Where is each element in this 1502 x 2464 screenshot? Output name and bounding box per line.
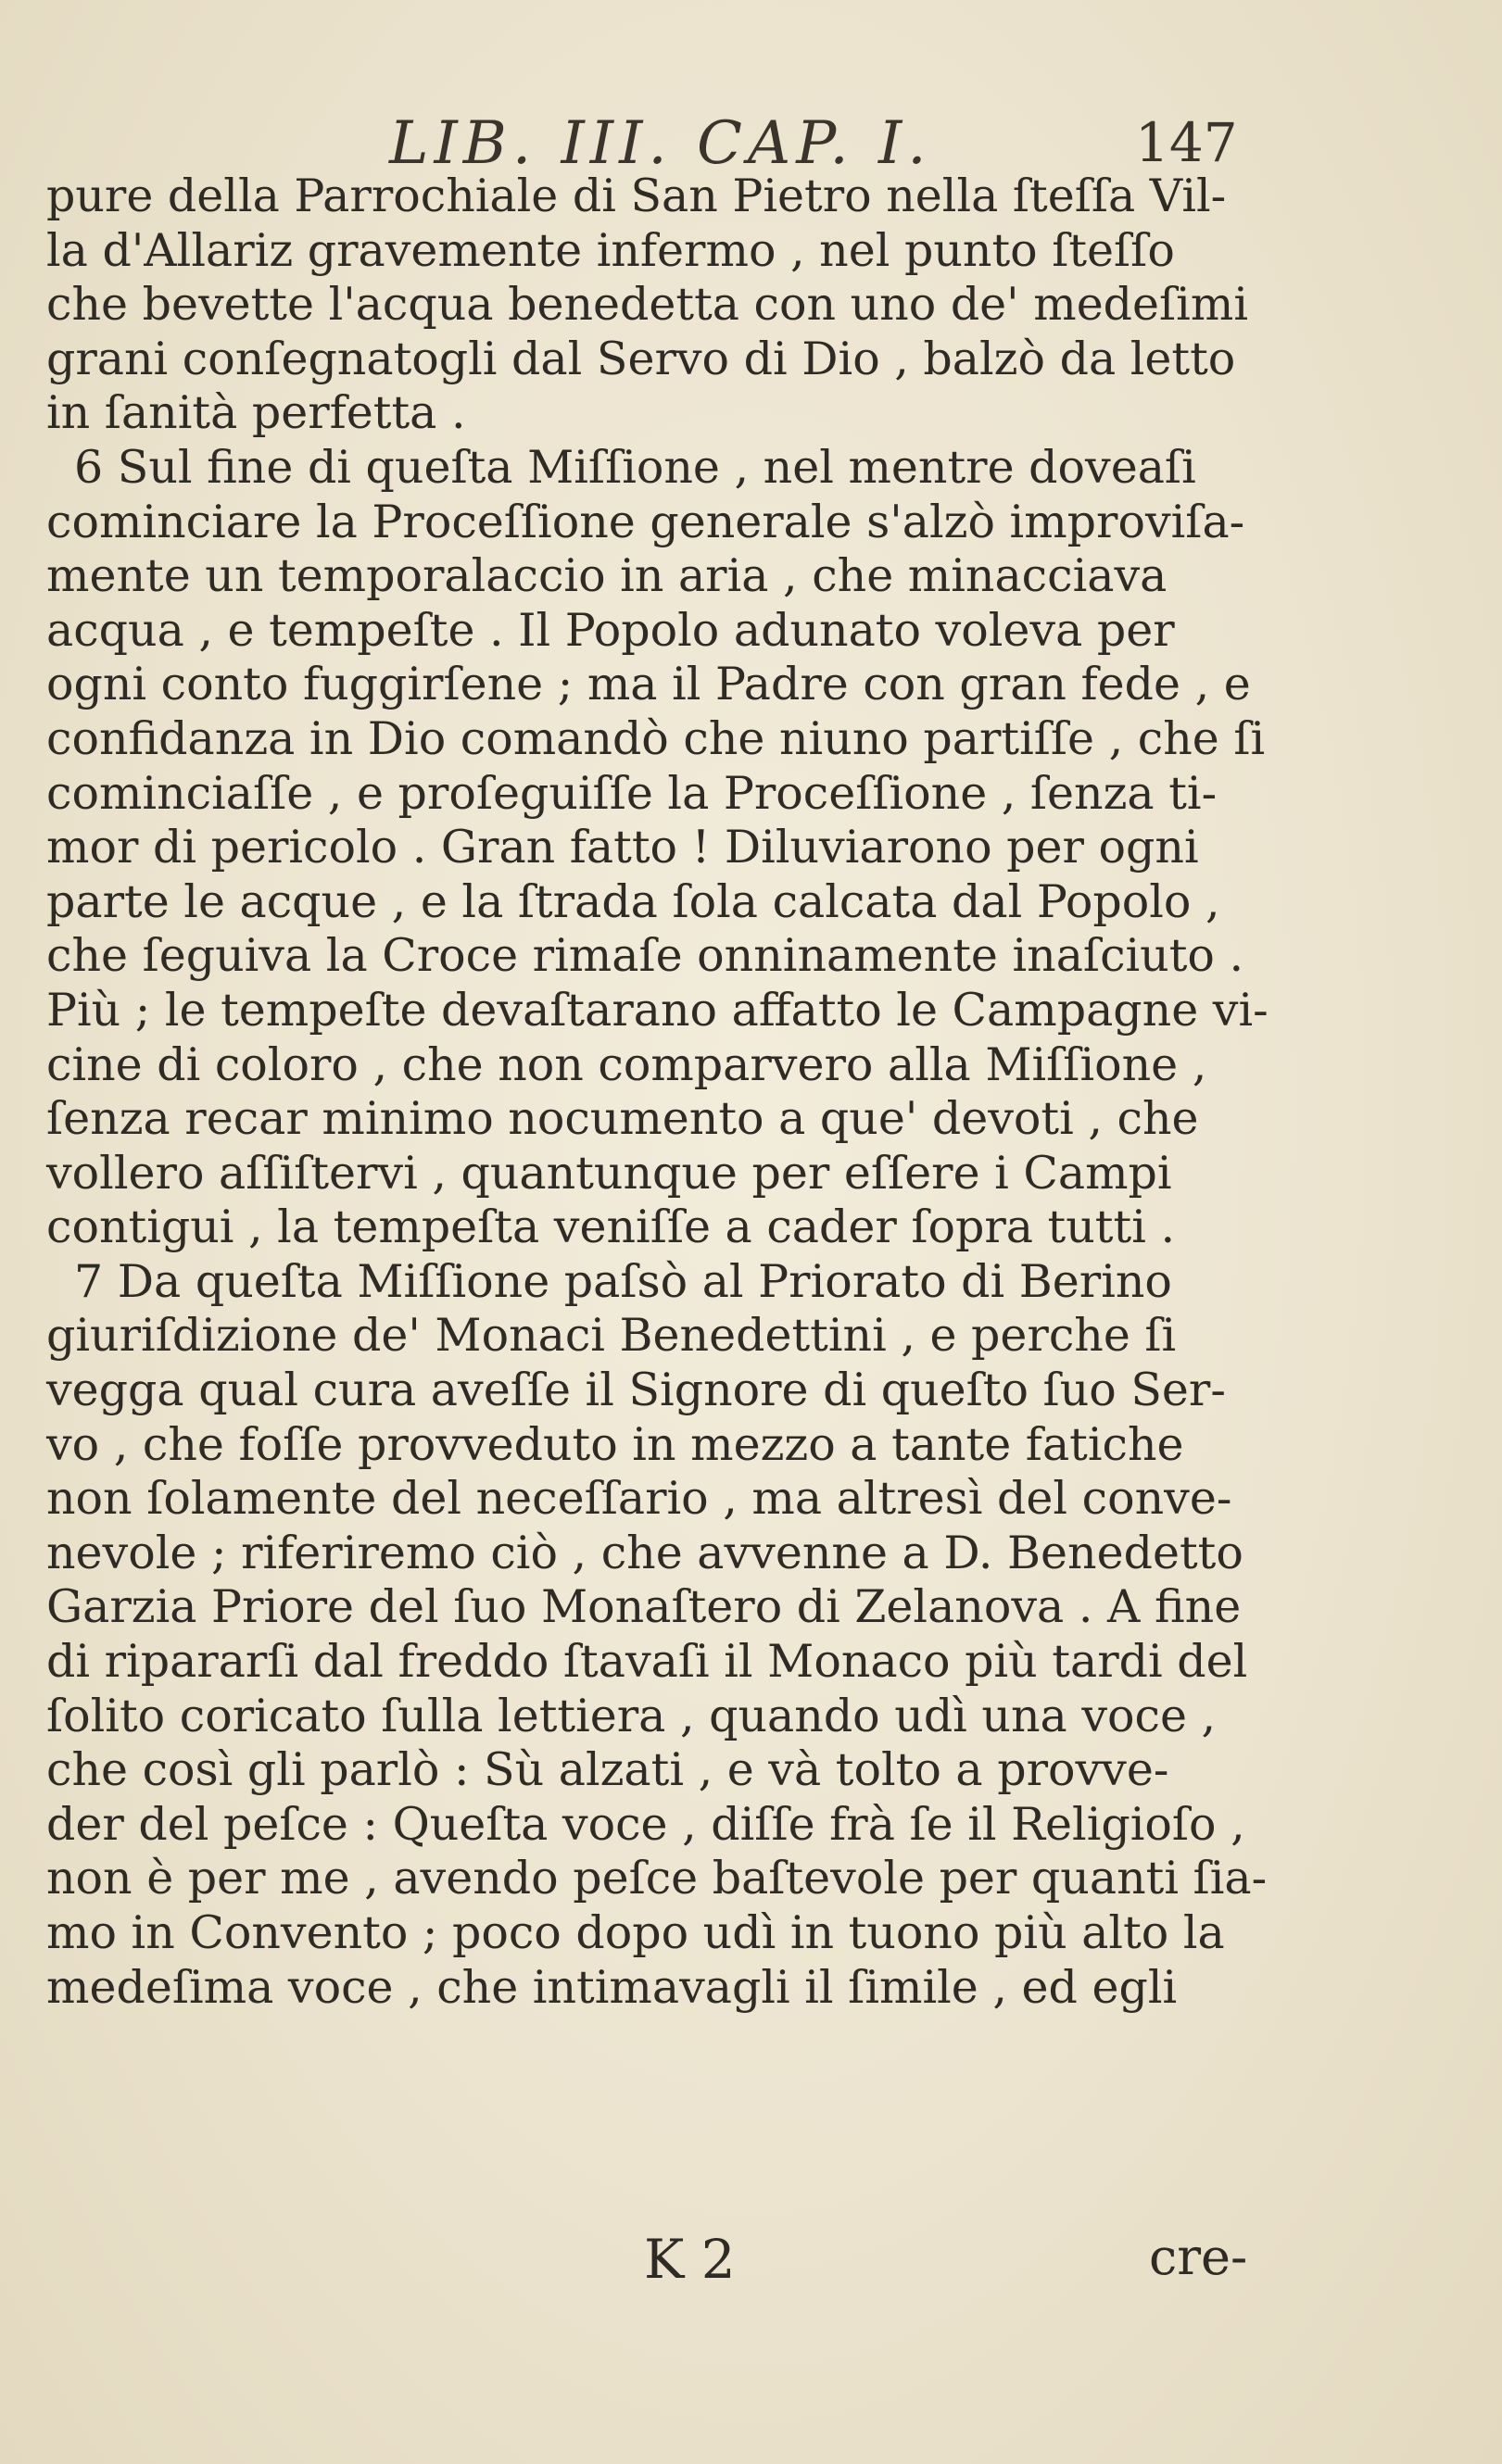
text-line: vollero aſſiſtervi , quantunque per eſſere i Campi — [46, 1146, 1172, 1200]
paragraph-7-start: 7 Da queſta Miſſione paſsò al Priorato di Berino — [74, 1254, 1172, 1308]
text-line: che ſeguiva la Croce rimaſe onninamente inaſciuto . — [46, 929, 1244, 983]
text-line: mor di pericolo . Gran fatto ! Diluviarono per ogni — [46, 821, 1199, 874]
page-number: 147 — [1135, 111, 1238, 174]
text-line: la d'Allariz gravemente infermo , nel punto ſteſſo — [46, 223, 1175, 277]
paragraph-6-start: 6 Sul fine di queſta Miſſione , nel mentre doveaſi — [74, 440, 1196, 494]
text-line: ſenza recar minimo nocumento a que' devoti , che — [46, 1092, 1199, 1146]
signature-mark: K 2 — [644, 2228, 736, 2291]
text-line: giuriſdizione de' Monaci Benedettini , e perche ſi — [46, 1309, 1177, 1363]
text-line: vegga qual cura aveſſe il Signore di queſto ſuo Ser- — [46, 1364, 1226, 1417]
text-line: nevole ; riferiremo ciò , che avvenne a D. Benedetto — [46, 1526, 1243, 1579]
running-head: LIB. III. CAP. I. — [389, 109, 932, 178]
text-line: parte le acque , e la ſtrada ſola calcata dal Popolo , — [46, 874, 1220, 928]
text-line: non è per me , avendo peſce baſtevole per quanti ſia- — [46, 1852, 1268, 1905]
text-line: in ſanità perfetta . — [46, 386, 466, 440]
text-line: cominciare la Proceſſione generale s'alzò improviſa- — [46, 495, 1245, 548]
text-line: ſolito coricato ſulla lettiera , quando udì una voce , — [46, 1689, 1217, 1742]
text-line: mo in Convento ; poco dopo udì in tuono più alto la — [46, 1906, 1225, 1959]
catchword: cre- — [1149, 2228, 1248, 2286]
text-line: mente un temporalaccio in aria , che minacciava — [46, 549, 1168, 603]
body-text — [46, 170, 1306, 2015]
text-line: vo , che foſſe provveduto in mezzo a tante fatiche — [46, 1417, 1184, 1471]
text-line: contigui , la tempeſta veniſſe a cader ſopra tutti . — [46, 1201, 1176, 1254]
text-line: pure della Parrochiale di San Pietro nella ſteſſa Vil- — [46, 170, 1227, 222]
text-line: acqua , e tempeſte . Il Popolo adunato voleva per — [46, 603, 1175, 657]
text-line: ogni conto fuggirſene ; ma il Padre con gran fede , e — [46, 658, 1251, 711]
text-line: grani conſegnatogli dal Servo di Dio , balzò da letto — [46, 332, 1236, 385]
text-line: che bevette l'acqua benedetta con uno de' medeſimi — [46, 278, 1248, 332]
text-line: Garzia Priore del ſuo Monaſtero di Zelanova . A fine — [46, 1580, 1242, 1634]
text-line: cominciaſſe , e proſeguiſſe la Proceſſione , ſenza ti- — [46, 766, 1218, 820]
text-line: cine di coloro , che non comparvero alla Miſſione , — [46, 1037, 1207, 1091]
text-line: confidanza in Dio comandò che niuno partiſſe , che ſi — [46, 711, 1266, 765]
text-line: Più ; le tempeſte devaſtarano affatto le Campagne vi- — [46, 983, 1268, 1037]
text-line: der del peſce : Queſta voce , diſſe frà ſe il Religioſo , — [46, 1797, 1245, 1851]
text-line: non ſolamente del neceſſario , ma altresì del conve- — [46, 1472, 1232, 1526]
text-line: di ripararſi dal freddo ſtavaſi il Monaco più tardi del — [46, 1635, 1248, 1689]
text-line: medeſima voce , che intimavagli il ſimile , ed egli — [46, 1960, 1178, 2014]
text-line: che così gli parlò : Sù alzati , e và tolto a provve- — [46, 1743, 1169, 1797]
